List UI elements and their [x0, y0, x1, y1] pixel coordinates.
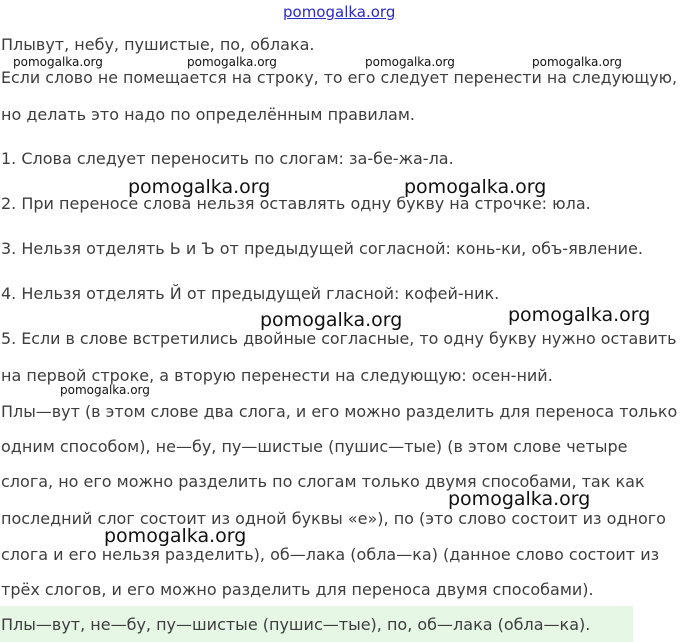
- watermark: pomogalka.org: [104, 525, 247, 547]
- text-line: Плы—вут (в этом слове два слога, и его можно разделить для переноса только: [1, 402, 678, 421]
- text-line: последний слог состоит из одной буквы «е»), по (это слово состоит из одного: [1, 509, 666, 528]
- answer-line: Плы—вут, не—бу, пу—шистые (пушис—тые), по, об—лака (обла—ка).: [1, 615, 591, 634]
- watermark: pomogalka.org: [260, 309, 403, 331]
- watermark: pomogalka.org: [13, 55, 103, 69]
- rule-item-continued: на первой строке, а вторую перенести на следующую: осен-ний.: [1, 366, 553, 385]
- text-line: одним способом), не—бу, пу—шистые (пушис—тые) (в этом слове четыре: [1, 437, 628, 456]
- rule-item: 2. При переносе слова нельзя оставлять одну букву на строчке: юла.: [1, 194, 591, 213]
- watermark: pomogalka.org: [508, 304, 651, 326]
- site-link-watermark[interactable]: pomogalka.org: [283, 3, 396, 21]
- watermark: pomogalka.org: [187, 55, 277, 69]
- rule-item: 5. Если в слове встретились двойные согласные, то одну букву нужно оставить: [1, 329, 677, 348]
- rule-item: 1. Слова следует переносить по слогам: за-бе-жа-ла.: [1, 149, 454, 168]
- text-line: Если слово не помещается на строку, то его следует перенести на следующую,: [1, 68, 678, 87]
- watermark: pomogalka.org: [60, 383, 150, 397]
- watermark: pomogalka.org: [404, 176, 547, 198]
- watermark: pomogalka.org: [532, 55, 622, 69]
- rule-item: 3. Нельзя отделять Ь и Ъ от предыдущей согласной: конь-ки, объ-явление.: [1, 239, 643, 258]
- rule-item: 4. Нельзя отделять Й от предыдущей гласной: кофей-ник.: [1, 284, 500, 303]
- watermark: pomogalka.org: [448, 488, 591, 510]
- text-line: Плывут, небу, пушистые, по, облака.: [1, 35, 315, 54]
- watermark: pomogalka.org: [128, 176, 271, 198]
- text-line: слога и его нельзя разделить), об—лака (обла—ка) (данное слово состоит из: [1, 545, 660, 564]
- text-line: но делать это надо по определённым правилам.: [1, 105, 415, 124]
- watermark: pomogalka.org: [365, 55, 455, 69]
- text-line: слога, но его можно разделить по слогам только двумя способами, так как: [1, 472, 645, 491]
- text-line: трёх слогов, и его можно разделить для переноса двумя способами).: [1, 580, 594, 599]
